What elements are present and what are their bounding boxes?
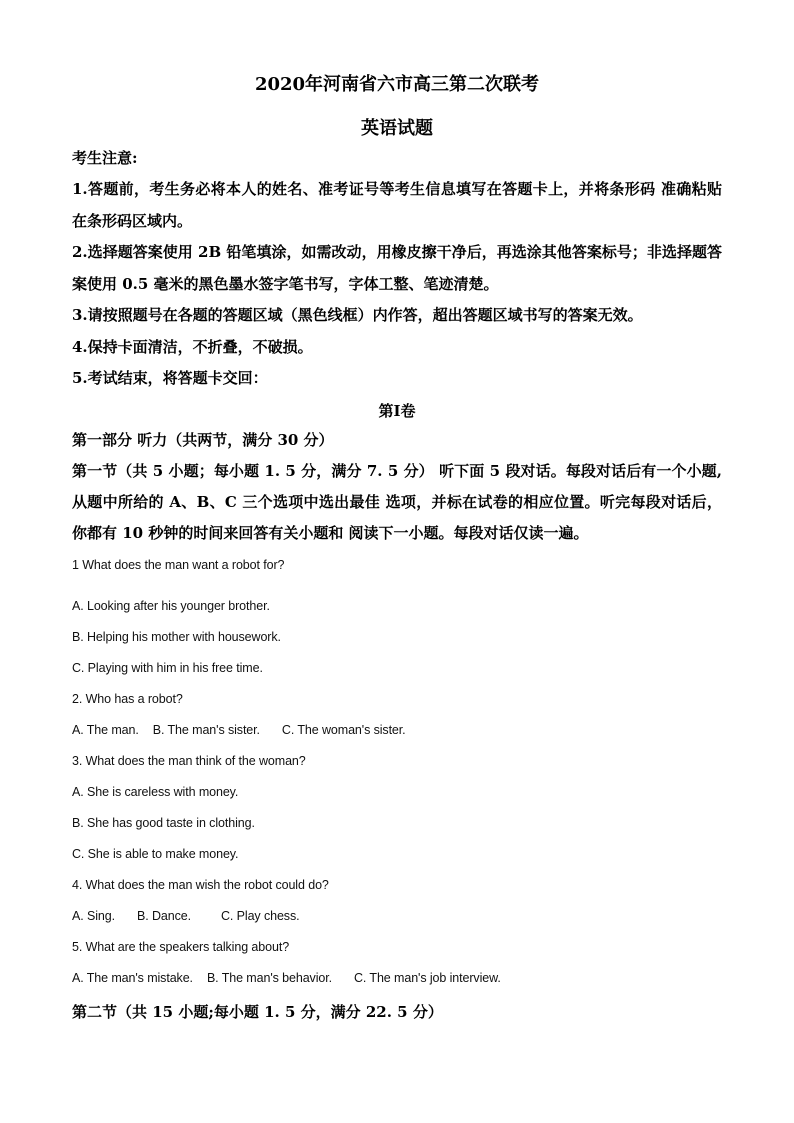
section1-instructions: 第一节（共 5 小题；每小题 1. 5 分，满分 7. 5 分） 听下面 5 段对话。每段对话后有一个小题,从题中所给的 A、B、C 三个选项中选出最佳 选项，并标在试卷的相应位置。听完每段对话后，你都有 10 秒钟的时间来回答有关小题和 阅读下一小题。每段对话仅读一遍。 bbox=[72, 462, 722, 542]
question-1-stem: 1 What does the man want a robot for? bbox=[72, 558, 285, 572]
question-5-options bbox=[72, 963, 722, 994]
question-3-stem: 3. What does the man think of the woman? bbox=[72, 754, 306, 768]
question-1-option-c: C. Playing with him in his free time. bbox=[72, 661, 263, 675]
exam-title: 2020年河南省六市高三第二次联考 bbox=[254, 74, 540, 95]
question-5-stem: 5. What are the speakers talking about? bbox=[72, 940, 290, 954]
section2-heading: 第二节（共 15 小题;每小题 1. 5 分，满分 22. 5 分） bbox=[72, 1003, 443, 1021]
section2-block bbox=[72, 997, 722, 1028]
notice-item-2: 2.选择题答案使用 2B 铅笔填涂，如需改动，用橡皮擦干净后，再选涂其他答案标号；非选择题答案使用 0.5 毫米的黑色墨水签字笔书写，字体工整、笔迹清楚。 bbox=[72, 243, 722, 293]
notice-item-3: 3.请按照题号在各题的答题区域（黑色线框）内作答，超出答题区域书写的答案无效。 bbox=[72, 306, 643, 324]
question-5-option-c: C. The man's job interview. bbox=[353, 971, 501, 985]
question-2-option-c: C. The woman's sister. bbox=[281, 723, 406, 737]
part1-block bbox=[72, 425, 722, 549]
question-4-option-b: B. Dance. bbox=[136, 909, 191, 923]
question-4-stem: 4. What does the man wish the robot could do? bbox=[72, 878, 329, 892]
question-3-option-a: A. She is careless with money. bbox=[72, 785, 239, 799]
part1-heading: 第一部分 听力（共两节，满分 30 分） bbox=[72, 431, 334, 449]
notice-item-5: 5.考试结束，将答题卡交回： bbox=[72, 369, 268, 387]
question-3-option-c: C. She is able to make money. bbox=[72, 847, 239, 861]
question-5-option-b: B. The man's behavior. bbox=[206, 971, 332, 985]
question-2-option-a: A. The man. bbox=[72, 723, 139, 737]
question-1-option-b: B. Helping his mother with housework. bbox=[72, 630, 281, 644]
question-4-option-c: C. Play chess. bbox=[220, 909, 300, 923]
question-3-option-b: B. She has good taste in clothing. bbox=[72, 816, 255, 830]
volume-heading: 第I卷 bbox=[378, 402, 416, 420]
notice-item-1: 1.答题前，考生务必将本人的姓名、准考证号等考生信息填写在答题卡上，并将条形码 准确粘贴在条形码区域内。 bbox=[72, 180, 722, 230]
question-2-options bbox=[72, 715, 722, 746]
notices-heading: 考生注意: bbox=[72, 149, 138, 167]
notices-block bbox=[72, 143, 722, 395]
question-2-stem: 2. Who has a robot? bbox=[72, 692, 183, 706]
exam-subtitle: 英语试题 bbox=[361, 118, 433, 139]
question-5-option-a: A. The man's mistake. bbox=[72, 971, 193, 985]
question-1-option-a: A. Looking after his younger brother. bbox=[72, 599, 270, 613]
question-4-options bbox=[72, 901, 722, 932]
notice-item-4: 4.保持卡面清洁，不折叠，不破损。 bbox=[72, 337, 313, 356]
question-2-option-b: B. The man's sister. bbox=[152, 723, 260, 737]
question-4-option-a: A. Sing. bbox=[72, 909, 115, 923]
questions-list bbox=[72, 550, 722, 994]
